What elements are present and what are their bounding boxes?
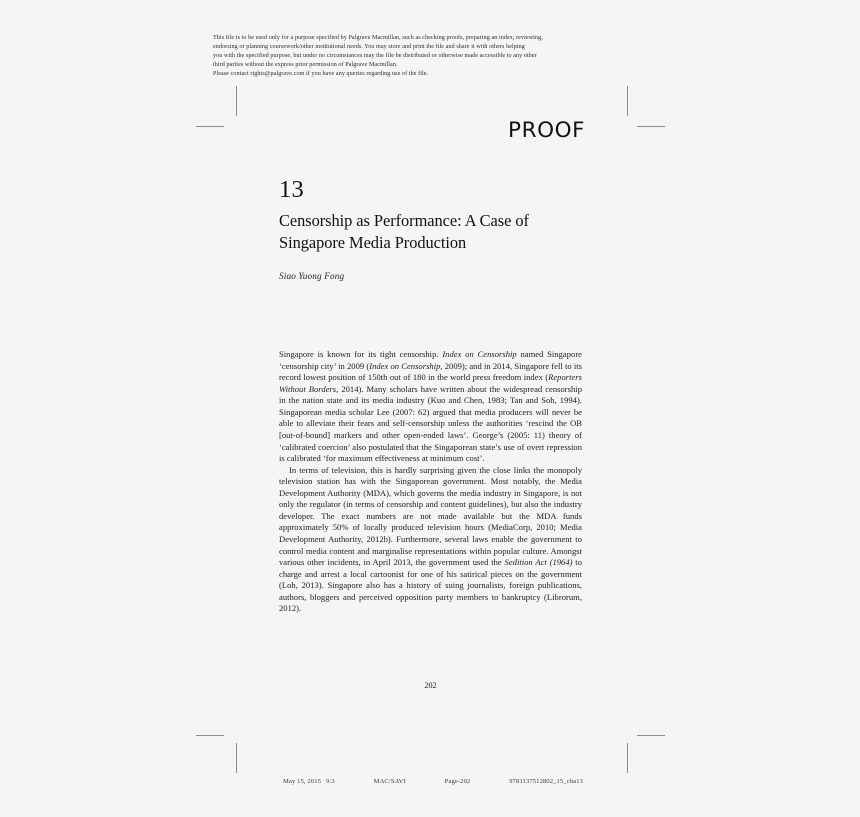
crop-mark-bottom-right-horizontal: [637, 735, 665, 736]
footer-date: May 15, 2015: [283, 778, 322, 785]
paragraph-1-italic-3: Reporters Without Borders: [279, 372, 582, 394]
body-content: [279, 349, 582, 615]
paragraph-1-segment-4: , 2014). Many scholars have written about the widespread censorship in the nation state and its media industry (Kuo and Chen, 1983; Tan and Soh, 1994). Singaporean media scholar Lee (2007: 62) argued that media producers will never be able to alleviate their fears and self-censorship unless the authorities ‘rescind the OB [out-of-bound] markers and other open-ended laws’. George’s (2005: 11) theory of ‘calibrated coercion’ also postulated that the Singaporean state’s use of overt repression is calibrated ‘for maximum effectiveness at minimum cost’.: [279, 383, 582, 464]
paragraph-2: [279, 465, 582, 615]
paragraph-1-segment-1: Singapore is known for its tight censorship.: [279, 349, 443, 359]
proof-stamp: PROOF: [508, 118, 586, 143]
crop-mark-top-right-horizontal: [637, 126, 665, 127]
chapter-number: 13: [279, 176, 304, 203]
page-title: Censorship as Performance: A Case of Singapore Media Production: [279, 211, 529, 252]
palgrave-disclaimer: [213, 34, 647, 79]
footer-date-group: [283, 778, 335, 785]
author-byline: Siao Yuong Fong: [279, 271, 345, 281]
crop-mark-top-right-vertical: [627, 86, 628, 116]
disclaimer-line-3: you with the specified purpose, but under no circumstances may the file be distributed or otherwise made accessible to any other: [213, 53, 537, 60]
paragraph-1-italic-1: Index on Censorship: [442, 349, 517, 359]
disclaimer-line-2: endorsing or planning coursework/other institutional needs. You may store and print the file and share it with others helping: [213, 44, 525, 51]
paragraph-2-segment-1: In terms of television, this is hardly surprising given the close links the monopoly television station has with the Singaporean government. Most notably, the Media Development Authority (MDA), which governs the media industry in Singapore, is not only the regulator (in terms of censorship and content guidelines), but also the industry developer. The exact numbers are not made available but the MDA funds approximately 50% of locally produced television hours (MediaCorp, 2010; Media Development Authority, 2012b). Furthermore, several laws enable the government to control media content and marginalise representations within popular culture. Amongst various other incidents, in April 2013, the government used the: [279, 464, 582, 568]
folio-page-number: 202: [424, 681, 437, 690]
paragraph-2-segment-2: to charge and arrest a local cartoonist for one of his satirical pieces on the government (Loh, 2013). Singapore also has a history of suing journalists, foreign publications, authors, bloggers and perceived opposition party members to bankruptcy (Librorum, 2012).: [279, 557, 582, 614]
crop-mark-bottom-right-vertical: [627, 743, 628, 773]
footer-page-label: Page-202: [444, 778, 471, 785]
paragraph-2-italic-1: Sedition Act (1964): [504, 557, 573, 568]
footer-imprint: MAC/SAVI: [373, 778, 406, 785]
paragraph-1-italic-2: Index on Censorship,: [369, 360, 443, 371]
crop-mark-bottom-left-horizontal: [196, 735, 224, 736]
paragraph-1: [279, 349, 582, 465]
paragraph-1-segment-2: named Singapore ‘censorship city’ in 2009 (: [279, 349, 582, 371]
crop-mark-bottom-left-vertical: [236, 743, 237, 773]
crop-mark-top-left-vertical: [236, 86, 237, 116]
running-footer: [283, 778, 583, 785]
footer-time: 9:3: [326, 778, 335, 785]
text-column: [279, 176, 582, 615]
paragraph-1-segment-3: 2009); and in 2014, Singapore fell to its record lowest position of 150th out of 180 in the world press freedom index (: [279, 360, 583, 383]
disclaimer-line-5: Please contact rights@palgrave.com if you have any queries regarding use of the file.: [213, 71, 429, 78]
crop-mark-top-left-horizontal: [196, 126, 224, 127]
disclaimer-line-4: third parties without the express prior permission of Palgrave Macmillan.: [213, 62, 398, 69]
disclaimer-line-1: This file is to be used only for a purpose specified by Palgrave Macmillan, such as checking proofs, preparing an index, reviewing,: [213, 35, 543, 41]
footer-file-id: 9781137512802_15_cha13: [509, 778, 583, 785]
